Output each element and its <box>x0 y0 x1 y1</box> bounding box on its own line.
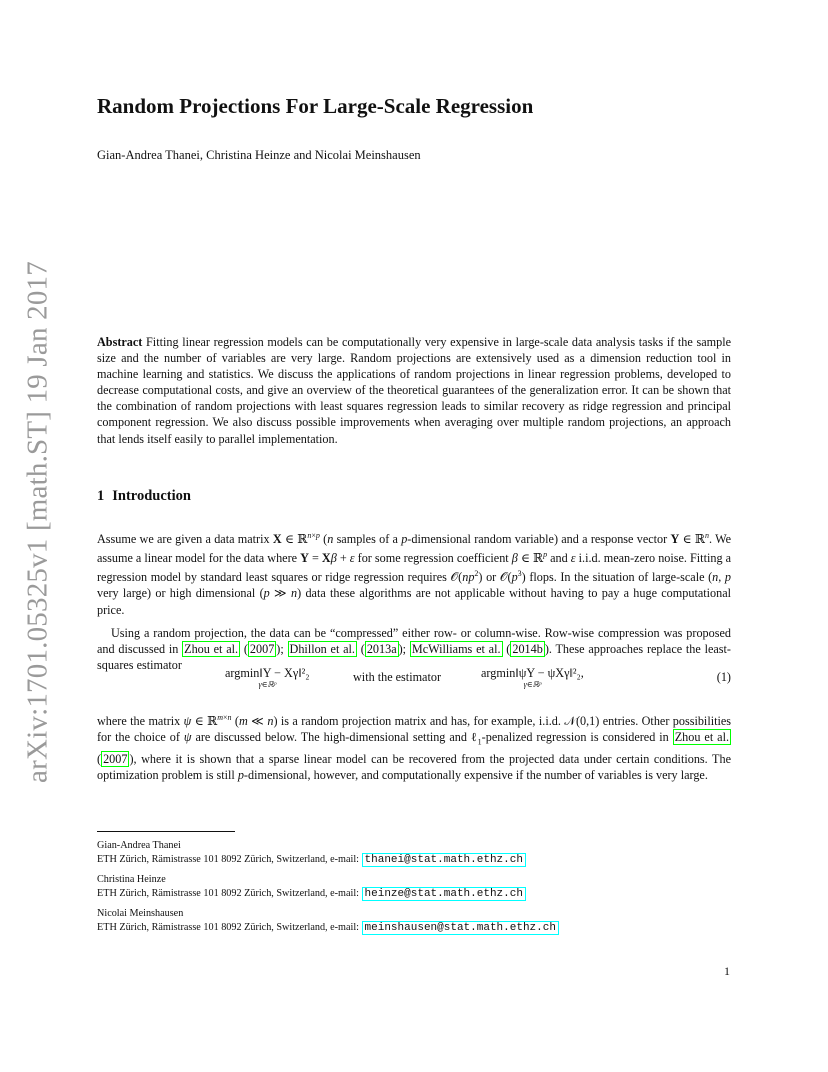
equation-left-sub: γ∈ℝᵖ <box>258 680 277 689</box>
footnote-author-1 <box>97 839 737 867</box>
arxiv-id: arXiv:1701.05325v1 [math.ST] 19 Jan 2017 <box>21 261 54 783</box>
section-number: 1 <box>97 488 105 504</box>
email-link[interactable]: meinshausen@stat.math.ethz.ch <box>362 921 559 935</box>
email-link[interactable]: heinze@stat.math.ethz.ch <box>362 887 526 901</box>
equation-right <box>481 666 584 689</box>
section-heading <box>97 488 191 505</box>
footnote-name: Christina Heinze <box>97 874 166 885</box>
footnote-name: Nicolai Meinshausen <box>97 908 184 919</box>
intro-paragraph-3: where the matrix ψ ∈ ℝ$^{m\times n}$ (m ≪ n) is a random projection matrix and has, for example, i.i.d. 𝒩(0,1) entries. Other possibilities for the choice of ψ are discussed below. The high-dimensional setting and ℓ$_1$-penalized regression is considered in Zhou et al. ( 2007 ), where it is shown that a sparse linear model can be recovered from the projected data under certain conditions. The optimization problem is still p-dimensional, however, and computationally expensive if the number of variables is very large. <box>97 713 732 782</box>
citation-mcwilliams-year[interactable]: 2014b <box>512 642 543 657</box>
citation-mcwilliams[interactable]: McWilliams et al. <box>411 642 501 657</box>
footnote-address: ETH Zürich, Rämistrasse 101 8092 Zürich, Switzerland, e-mail: <box>97 888 359 899</box>
footnote-author-2 <box>97 873 737 901</box>
footnote-rule <box>97 831 235 832</box>
footnote-author-3 <box>97 907 737 935</box>
footnote-address: ETH Zürich, Rämistrasse 101 8092 Zürich, Switzerland, e-mail: <box>97 922 359 933</box>
citation-zhou[interactable]: Zhou et al. <box>184 642 239 657</box>
citation-dhillon-year[interactable]: 2013a <box>366 642 397 657</box>
equation-left <box>225 666 310 689</box>
citation-dhillon[interactable]: Dhillon et al. <box>289 642 355 657</box>
equation-middle-text: with the estimator <box>353 670 442 684</box>
citation-zhou-2[interactable]: Zhou et al. <box>674 730 730 745</box>
paper-title: Random Projections For Large-Scale Regression <box>97 94 534 118</box>
citation-zhou-year[interactable]: 2007 <box>249 642 275 657</box>
section-title: Introduction <box>112 488 191 504</box>
footnote-name: Gian-Andrea Thanei <box>97 840 181 851</box>
equation-number: (1) <box>716 670 731 684</box>
equation-1 <box>97 666 731 702</box>
email-link[interactable]: thanei@stat.math.ethz.ch <box>362 853 526 867</box>
equation-right-op: argmin‖ψY − ψXγ‖²₂, <box>481 666 584 680</box>
page-number: 1 <box>724 964 730 978</box>
intro-paragraph-2: Using a random projection, the data can be “compressed” either row- or column-wise. Row-wise compression was proposed and discussed in Zhou et al. ( 2007 ); Dhillon et al. ( 2013a ); McWilliams et al. ( 2014b ). These approaches replace the least-squares estimator <box>97 626 731 673</box>
citation-zhou-year-2[interactable]: 2007 <box>103 751 128 766</box>
footnote-address: ETH Zürich, Rämistrasse 101 8092 Zürich, Switzerland, e-mail: <box>97 854 359 865</box>
equation-right-sub: γ∈ℝᵖ <box>523 680 542 689</box>
abstract <box>97 334 731 447</box>
abstract-text: Fitting linear regression models can be computationally very expensive in large-scale data analysis tasks if the sample size and the number of variables are very large. Random projections are extensively used as a dimension reduction tool in machine learning and statistics. We discuss the applications of random projections in linear regression problems, developed to decrease computational costs, and give an overview of the theoretical guarantees of the generalization error. It can be shown that the combination of random projections with least squares regression leads to similar recovery as ridge regression and principal component regression. We also discuss possible improvements when averaging over multiple random projections, an approach that lends itself easily to parallel implementation. <box>97 335 731 446</box>
abstract-label: Abstract <box>97 335 143 349</box>
intro-paragraph-1: Assume we are given a data matrix X ∈ ℝ$^{n\times p}$ (n samples of a p-dimensional random variable) and a response vector Y ∈ ℝ$^n$. We assume a linear model for the data where Y = Xβ + ε for some regression coefficient β ∈ ℝ$^p$ and ε i.i.d. mean-zero noise. Fitting a regression model by standard least squares or ridge regression requires $𝒪(np^2)$ or $𝒪(p^3)$ flops. In the situation of large-scale (n, p very large) or high dimensional (p ≫ n) data these algorithms are not applicable without having to pay a huge computational price. <box>97 531 732 617</box>
arxiv-sidebar <box>18 261 58 783</box>
paper-authors: Gian-Andrea Thanei, Christina Heinze and Nicolai Meinshausen <box>97 148 421 162</box>
equation-left-op: argmin‖Y − Xγ‖²₂ <box>225 666 310 680</box>
